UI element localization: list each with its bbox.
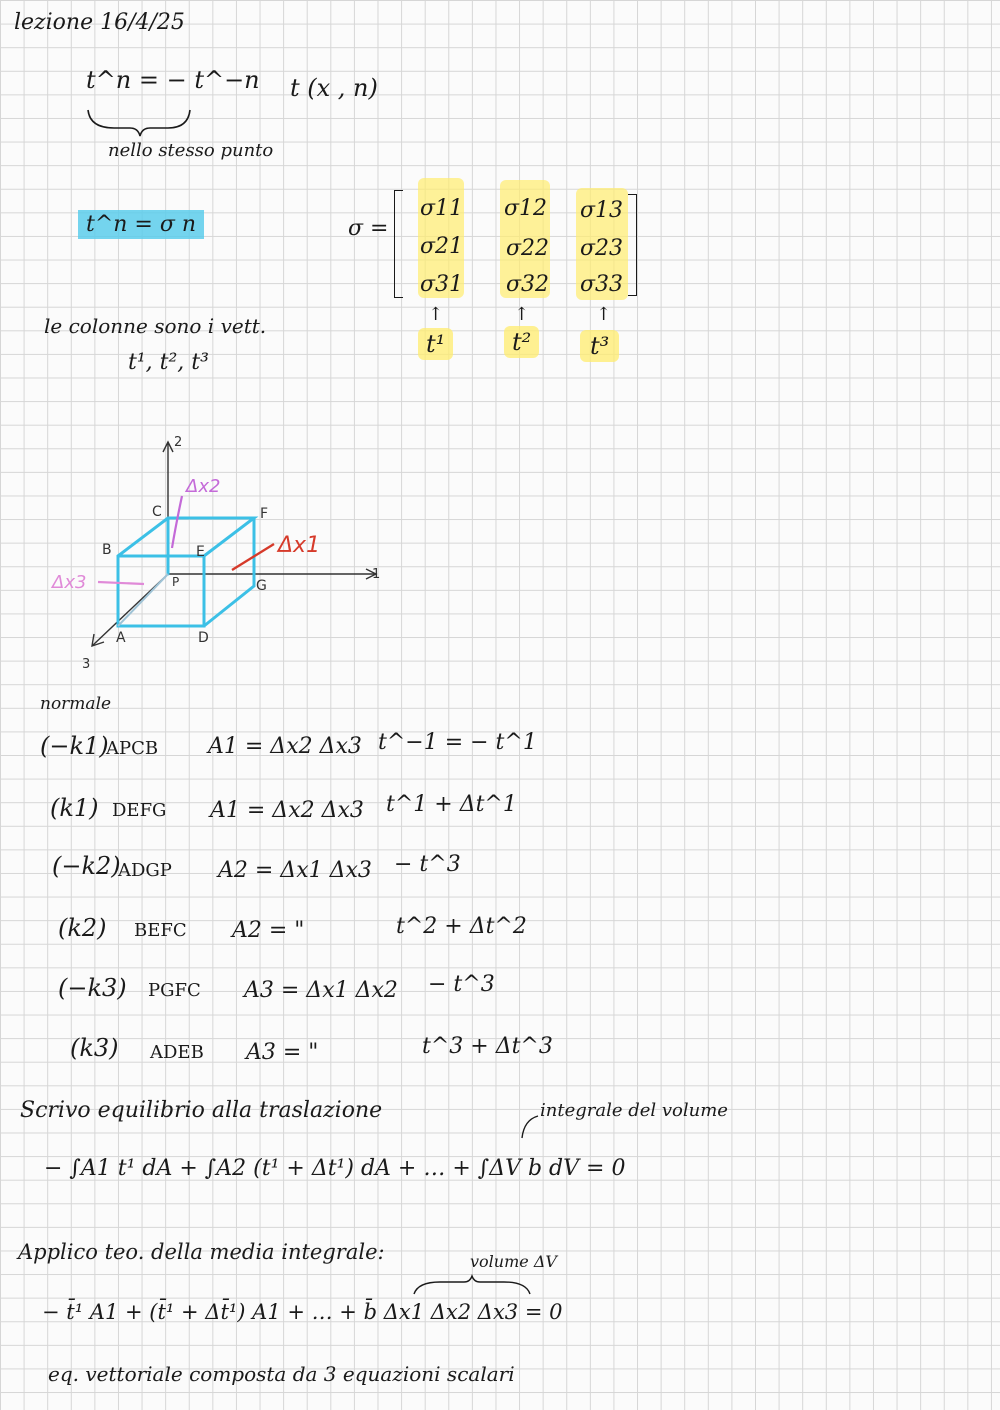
face-area: A2 = Δx1 Δx3	[218, 858, 372, 883]
face-traction: − t^3	[394, 852, 461, 877]
dx2-mark	[172, 496, 182, 548]
face-normal: (−k1)	[40, 732, 109, 760]
columns-note-vectors: t¹, t², t³	[128, 350, 209, 375]
columns-note: le colonne sono i vett.	[44, 314, 267, 338]
face-traction: t^−1 = − t^1	[378, 730, 537, 755]
face-traction: − t^3	[428, 972, 495, 997]
vertex-label: F	[260, 506, 269, 522]
face-normal: (k2)	[58, 914, 107, 942]
equation-note: nello stesso punto	[108, 140, 274, 161]
face-vertices: DEFG	[112, 800, 167, 821]
mean-value-annotation: volume ΔV	[470, 1252, 557, 1271]
mean-value-conclusion: eq. vettoriale composta da 3 equazioni scalari	[48, 1362, 515, 1386]
equilibrium-annotation: integrale del volume	[540, 1100, 728, 1121]
equilibrium-title: Scrivo equilibrio alla traslazione	[20, 1098, 383, 1123]
vertex-label: D	[198, 630, 209, 646]
axis-label-3: 3	[82, 657, 91, 672]
underbrace	[84, 106, 194, 140]
equation-traction-function: t (x , n)	[290, 74, 378, 102]
axis-label-1: 1	[372, 567, 381, 582]
matrix-cell: σ21	[420, 234, 464, 259]
cube-edges	[118, 518, 254, 626]
vertex-label: A	[116, 630, 126, 646]
column-vector-t2: t²	[504, 326, 539, 358]
cube-hidden-edge	[118, 574, 168, 626]
up-arrow: ↑	[596, 304, 612, 325]
face-vertices: APCB	[106, 738, 159, 759]
face-area: A1 = Δx2 Δx3	[208, 734, 362, 759]
matrix-cell: σ23	[580, 236, 624, 261]
matrix-cell: σ33	[580, 272, 624, 297]
face-vertices: ADEB	[150, 1042, 204, 1063]
annotation-pointer	[518, 1112, 542, 1142]
face-area: A3 = "	[246, 1040, 319, 1065]
vertex-label: P	[172, 575, 180, 589]
face-traction: t^2 + Δt^2	[396, 914, 527, 939]
mean-value-equation: − t̄¹ A1 + (t̄¹ + Δt̄¹) A1 + … + b̄ Δx1 Δx2 Δx3 = 0	[42, 1300, 563, 1324]
vertex-label: G	[256, 578, 267, 594]
vertex-label: E	[196, 544, 205, 560]
equation-traction-reciprocity: t^n = − t^−n	[86, 66, 260, 94]
page-title: lezione 16/4/25	[14, 10, 185, 35]
face-area: A2 = "	[232, 918, 305, 943]
matrix-label: σ =	[348, 216, 389, 241]
axis-label-2: 2	[174, 435, 183, 450]
face-vertices: BEFC	[134, 920, 187, 941]
vertex-label: B	[102, 542, 112, 558]
face-normal: (−k2)	[52, 852, 121, 880]
face-vertices: ADGP	[118, 860, 172, 881]
dx3-mark	[98, 582, 144, 584]
matrix-cell: σ12	[504, 196, 548, 221]
cauchy-formula: t^n = σ n	[78, 210, 204, 239]
matrix-cell: σ32	[506, 272, 550, 297]
overbrace	[410, 1274, 534, 1298]
matrix-cell: σ31	[420, 272, 464, 297]
matrix-bracket-right	[628, 194, 637, 296]
faces-header: normale	[40, 694, 112, 714]
face-area: A1 = Δx2 Δx3	[210, 798, 364, 823]
mean-value-title: Applico teo. della media integrale:	[18, 1240, 385, 1264]
matrix-cell: σ22	[506, 236, 550, 261]
dx2-label: Δx2	[186, 476, 221, 497]
matrix-cell: σ11	[420, 196, 464, 221]
matrix-cell: σ13	[580, 198, 624, 223]
up-arrow: ↑	[428, 304, 444, 325]
dx1-label: Δx1	[278, 533, 321, 558]
face-traction: t^3 + Δt^3	[422, 1034, 553, 1059]
dx3-label: Δx3	[52, 572, 87, 593]
face-vertices: PGFC	[148, 980, 201, 1001]
matrix-bracket-left	[394, 190, 403, 298]
face-traction: t^1 + Δt^1	[386, 792, 517, 817]
cube-diagram	[40, 430, 400, 680]
face-area: A3 = Δx1 Δx2	[244, 978, 398, 1003]
face-normal: (−k3)	[58, 974, 127, 1002]
equilibrium-equation: − ∫A1 t¹ dA + ∫A2 (t¹ + Δt¹) dA + … + ∫ΔV b dV = 0	[44, 1156, 626, 1181]
up-arrow: ↑	[514, 304, 530, 325]
column-vector-t1: t¹	[418, 328, 453, 360]
face-normal: (k1)	[50, 794, 99, 822]
vertex-label: C	[152, 504, 162, 520]
face-normal: (k3)	[70, 1034, 119, 1062]
column-vector-t3: t³	[580, 330, 619, 362]
